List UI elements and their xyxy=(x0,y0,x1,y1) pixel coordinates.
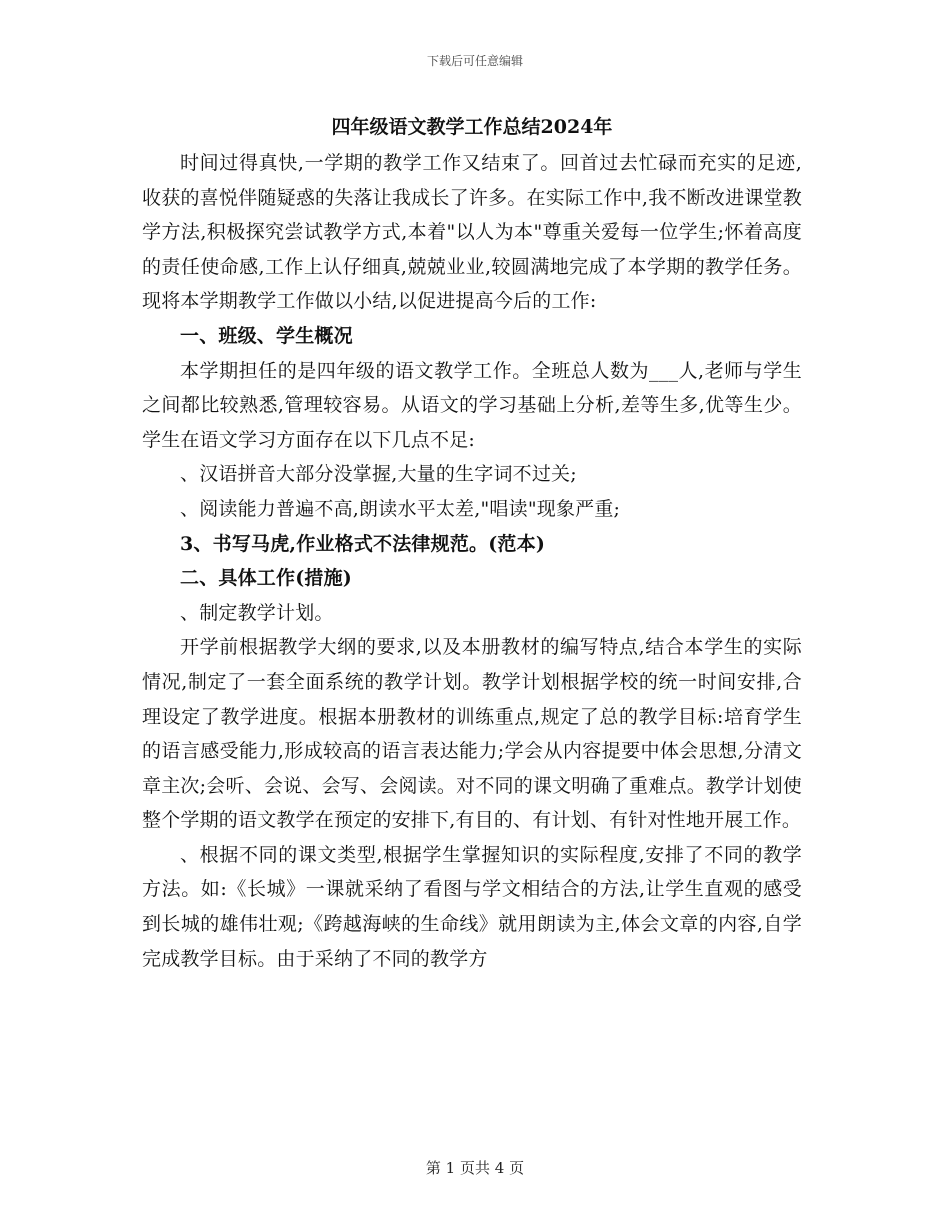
section-heading-measures: 二、具体工作(措施) xyxy=(180,567,352,590)
document-body xyxy=(142,112,802,976)
document-title: 四年级语文教学工作总结2024年 xyxy=(331,116,613,138)
list-item-writing: 3、书写马虎,作业格式不法律规范。(范本) xyxy=(180,532,546,555)
list-item-plan: 、制定教学计划。 xyxy=(180,601,334,624)
section-heading-class-overview: 一、班级、学生概况 xyxy=(180,324,353,347)
list-item-reading: 、阅读能力普遍不高,朗读水平太差,"唱读"现象严重; xyxy=(180,497,621,520)
header-note: 下载后可任意编辑 xyxy=(426,54,523,68)
paragraph-plan-details: 开学前根据教学大纲的要求,以及本册教材的编写特点,结合本学生的实际情况,制定了一套全面系统的教学计划。教学计划根据学校的统一时间安排,合理设定了教学进度。根据本册教材的训练重点,规定了总的教学目标:培育学生的语言感受能力,形成较高的语言表达能力;学会从内容提要中体会思想,分清文章主次;会听、会说、会写、会阅读。对不同的课文明确了重难点。教学计划使整个学期的语文教学在预定的安排下,有目的、有计划、有针对性地开展工作。 xyxy=(142,636,802,832)
paragraph-teaching-methods: 、根据不同的课文类型,根据学生掌握知识的实际程度,安排了不同的教学方法。如:《长城》一课就采纳了看图与学文相结合的方法,让学生直观的感受到长城的雄伟壮观;《跨越海峡的生命线》就用朗读为主,体会文章的内容,自学完成教学目标。由于采纳了不同的教学方 xyxy=(142,843,802,970)
list-item-pinyin: 、汉语拼音大部分没掌握,大量的生字词不过关; xyxy=(180,463,577,486)
paragraph-class-overview: 本学期担任的是四年级的语文教学工作。全班总人数为___人,老师与学生之间都比较熟悉,管理较容易。从语文的学习基础上分析,差等生多,优等生少。学生在语文学习方面存在以下几点不足: xyxy=(142,359,802,451)
page-number: 第 1 页共 4 页 xyxy=(425,1159,525,1177)
paragraph-intro: 时间过得真快,一学期的教学工作又结束了。回首过去忙碌而充实的足迹,收获的喜悦伴随疑惑的失落让我成长了许多。在实际工作中,我不断改进课堂教学方法,积极探究尝试教学方式,本着"以人为本"尊重关爱每一位学生;怀着高度的责任使命感,工作上认仔细真,兢兢业业,较圆满地完成了本学期的教学任务。现将本学期教学工作做以小结,以促进提高今后的工作: xyxy=(142,152,802,313)
